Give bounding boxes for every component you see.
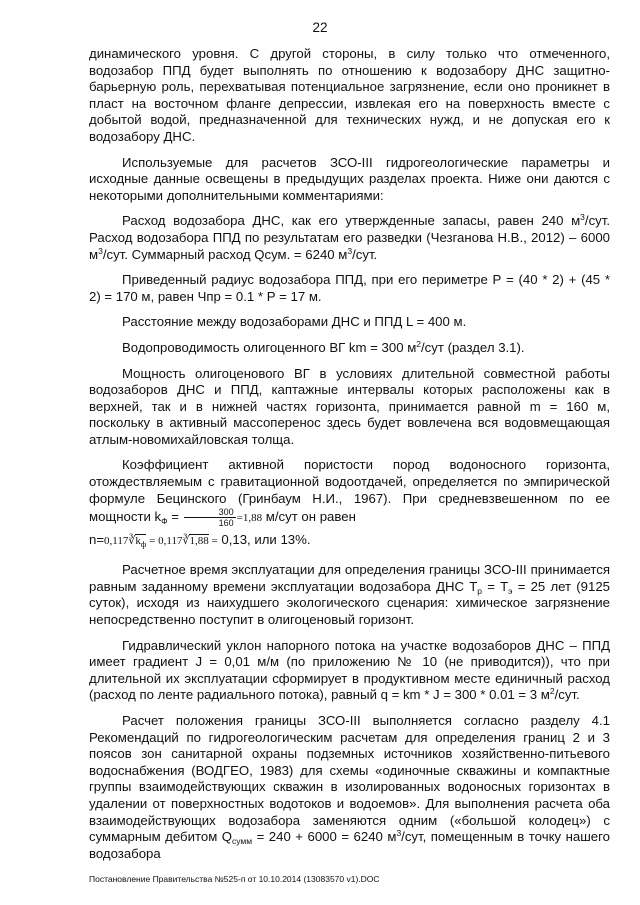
paragraph-operation-time: Расчетное время эксплуатации для определения границы ЗСО-III принимается равным заданному времени эксплуатации водозабора ДНС $Т_р = Т_э = 25$ лет (9125 суток), исходя из наихудшего экологического сценария: химическое загрязнение непосредственно поступит в олигоценовый горизонт. bbox=[89, 562, 610, 628]
paragraph-discharge: Расход водозабора ДНС, как его утвержденные запасы, равен 240 $м^3$/сут. Расход водозабора ППД по результатам его разведки (Чезганова Н.В., 2012) – 6000 $м^3$/сут. Суммарный расход Qсум. = 6240 $м^3$/сут. bbox=[89, 212, 610, 262]
paragraph-continuation: динамического уровня. С другой стороны, в силу только что отмеченного, водозабор ППД будет выполнять по отношению к водозабору ДНС защитно-барьерную роль, перехватывая потенциальное загрязнение, если оно проникнет в пласт на восточном фланге депрессии, извлекая его на поверхность вместе с добытой водой, предназначенной для технических нужд, и не допуская его к водозабору ДНС. bbox=[89, 46, 610, 144]
porosity-formula: $n=0,117∛k_ф$ = 0,117∛1,88 = 0,13, или 13%. bbox=[89, 532, 311, 550]
paragraph-parameters-intro: Используемые для расчетов ЗСО-III гидрогеологические параметры и исходные данные освещены в предыдущих разделах проекта. Ниже они даются с некоторыми дополнительными комментариями: bbox=[89, 154, 610, 203]
paragraph-distance: Расстояние между водозаборами ДНС и ППД L = 400 м. bbox=[122, 314, 467, 330]
document-body bbox=[89, 46, 610, 862]
document-footer: Постановление Правительства №525-п от 10.10.2014 (13083570 v1).DOC bbox=[89, 874, 380, 884]
paragraph-reduced-radius: Приведенный радиус водозабора ППД, при его периметре Р = (40 * 2) + (45 * 2) = 170 м, равен Чпр = 0.1 * Р = 17 м. bbox=[89, 272, 610, 304]
page-number: 22 bbox=[312, 20, 328, 35]
paragraph-thickness: Мощность олигоценового ВГ в условиях длительной совместной работы водозаборов ДНС и ППД, каптажные интервалы которых расположены как в верхней, так и в нижней частях горизонта, принимается равной m = 160 м, поскольку в активный массоперенос здесь будет вовлечена вся водовмещающая атлым-новомихайловская толща. bbox=[89, 365, 610, 447]
paragraph-hydraulic-gradient: Гидравлический уклон напорного потока на участке водозаборов ДНС – ППД имеет градиент J = 0,01 м/м (по приложению № 10 (не приводится)), что при длительной их эксплуатации сформирует в продуктивном месте единичный расход (расход по ленте радиального потока), равный q = km * J = 300 * 0.01 = 3 $м^2$/сут. bbox=[89, 637, 610, 703]
paragraph-porosity: Коэффициент активной пористости пород водоносного горизонта, отождествляемым с гравитационной водоотдачей, определяется по эмпирической формуле Бецинского (Гринбаум Н.И., 1967). При средневзвешенном по ее мощности $k_Ф$ = $\frac{300}{160}$ =1,88 м/сут он равен bbox=[89, 457, 610, 529]
fraction-300-160: $\frac{300}{160}$ bbox=[184, 507, 236, 528]
paragraph-boundary-calculation: Расчет положения границы ЗСО-III выполняется согласно разделу 4.1 Рекомендаций по гидрогеологическим расчетам для определения границ 2 и 3 поясов зон санитарной охраны подземных источников хозяйственно-питьевого водоснабжения (ВОДГЕО, 1983) для схемы «одиночные скважины и компактные группы взаимодействующих скважин в изолированных водоносных горизонтах в удалении от поверхностных водотоков и водоемов». Для выполнения расчета оба взаимодействующих водозабора заменяются одним («большой колодец») с суммарным дебитом $Q_{сумм} = 240 + 6000 = 6240$ $м^3$/сут, помещенным в точку нашего водозабора bbox=[89, 713, 610, 861]
paragraph-transmissivity: Водопроводимость олигоценного ВГ km = 300 $м^2$/сут (раздел 3.1). bbox=[122, 338, 525, 355]
